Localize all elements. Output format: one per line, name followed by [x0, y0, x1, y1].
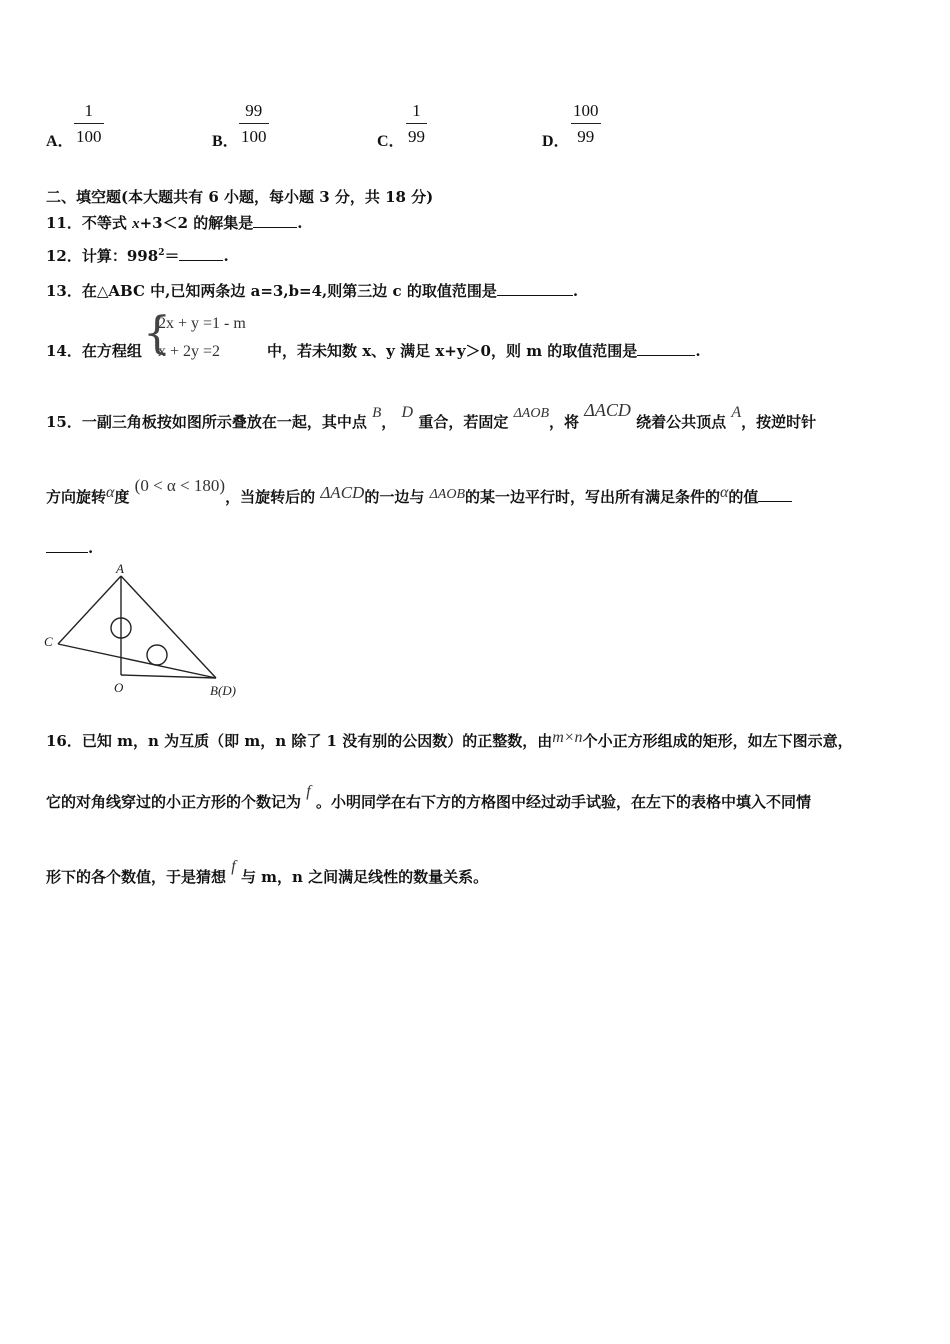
q15-triangle-acd: ΔACD	[584, 400, 631, 420]
option-b-numerator: 99	[245, 101, 263, 120]
q12-prefix: 12．计算：998	[46, 247, 159, 265]
q15-text-5: ，按逆时针	[741, 413, 817, 431]
q15-point-a: A	[731, 404, 742, 421]
q16-f-symbol-2: f	[231, 858, 236, 875]
q15-answer-blank-1[interactable]	[758, 487, 792, 502]
q12-end: .	[223, 247, 229, 265]
question-16-line-3	[46, 858, 489, 887]
q11-end: .	[297, 214, 303, 232]
question-16-line-1	[46, 730, 853, 751]
question-12	[46, 245, 229, 266]
q11-text: +3＜2 的解集是	[139, 214, 254, 232]
q11-variable: x	[132, 216, 140, 232]
option-c-numerator: 1	[412, 101, 421, 120]
q13-end: .	[572, 282, 579, 300]
q15-triangle-acd-2: ΔACD	[320, 483, 365, 502]
q16-text-4: 。小明同学在右下方的方格图中经过动手试验，在左下的表格中填入不同情	[315, 793, 811, 811]
q15-text-7: 度	[114, 488, 130, 506]
q14-system-brace: {	[143, 308, 171, 359]
q14-text: 中，若未知数 x、y 满足 x+y＞0，则 m 的取值范围是	[267, 342, 638, 360]
label-o: O	[114, 680, 124, 695]
option-a-denominator: 100	[76, 127, 102, 146]
option-b-fraction	[239, 101, 269, 147]
q14-answer-blank[interactable]	[637, 341, 695, 356]
q15-alpha: α	[106, 484, 115, 501]
edge-ab	[121, 576, 216, 678]
option-a-label: A．	[46, 133, 74, 150]
q15-triangle-aob: ΔAOB	[513, 406, 550, 421]
triangle-hole-2	[147, 645, 167, 665]
q15-answer-blank-2[interactable]	[46, 538, 88, 553]
q15-text-11: 的值	[728, 488, 759, 506]
q14-prefix: 14．在方程组	[46, 342, 142, 360]
q15-text-3: ，将	[549, 413, 580, 431]
q16-m-times-n: m×n	[552, 729, 583, 746]
q16-text-2: 个小正方形组成的矩形，如左下图示意，	[582, 732, 853, 750]
q15-text-9: 的一边与	[364, 488, 425, 506]
q16-f-symbol: f	[306, 783, 311, 800]
q15-text-6: 方向旋转	[46, 488, 107, 506]
option-b-denominator: 100	[241, 127, 267, 146]
question-15-line-2	[46, 476, 792, 507]
option-c-label: C．	[377, 133, 405, 150]
label-c: C	[44, 634, 53, 649]
question-13	[46, 280, 578, 301]
option-a-numerator: 1	[84, 101, 93, 120]
q15-alpha-2: α	[720, 484, 729, 501]
edge-ac	[58, 576, 121, 644]
label-bd: B(D)	[210, 683, 236, 698]
option-a-fraction	[74, 101, 104, 147]
q14-condition	[267, 340, 701, 361]
q15-comma: ，	[381, 413, 397, 431]
q12-exponent: 2	[158, 248, 165, 258]
q14-equation-2: x + 2y =2	[158, 343, 221, 360]
q16-text-3: 它的对角线穿过的小正方形的个数记为	[46, 793, 302, 811]
section-heading: 二、填空题(本大题共有 6 小题，每小题 3 分，共 18 分)	[46, 188, 434, 206]
q15-point-d: D	[401, 404, 414, 421]
option-d-fraction	[571, 101, 601, 147]
q14-equation-1: 2x + y =1 - m	[158, 315, 246, 332]
q15-text-2: 重合，若固定	[418, 413, 509, 431]
q15-point-b: B	[372, 405, 382, 421]
q16-text-5: 形下的各个数值，于是猜想	[46, 868, 227, 886]
q15-triangle-aob-2: ΔAOB	[429, 487, 465, 502]
q13-answer-blank[interactable]	[497, 281, 573, 296]
option-b-label: B．	[212, 133, 239, 150]
label-a: A	[116, 562, 124, 576]
q13-text: 13．在△ABC 中,已知两条边 a=3,b=4,则第三边 c 的取值范围是	[46, 282, 497, 300]
option-c-denominator: 99	[408, 127, 425, 146]
question-16-line-2	[46, 783, 811, 812]
q15-text-8: ，当旋转后的	[225, 488, 316, 506]
edge-cd	[58, 644, 216, 678]
question-11	[46, 212, 303, 233]
q14-end: .	[695, 342, 701, 360]
q15-text-1: 15．一副三角板按如图所示叠放在一起，其中点	[46, 413, 367, 431]
triangle-figure	[40, 562, 260, 706]
question-15-line-1	[46, 400, 817, 432]
q15-end: .	[88, 539, 94, 557]
q15-angle-range: (0 < α < 180)	[134, 476, 226, 495]
option-d-numerator: 100	[573, 101, 599, 120]
option-c-fraction	[406, 101, 427, 147]
option-d-denominator: 99	[577, 127, 595, 146]
q16-text-1: 16．已知 m，n 为互质（即 m，n 除了 1 没有别的公因数）的正整数，由	[46, 732, 553, 750]
q15-text-4: 绕着公共顶点	[636, 413, 727, 431]
q12-text: ＝	[164, 247, 180, 265]
q11-answer-blank[interactable]	[253, 213, 297, 228]
q15-text-10: 的某一边平行时，写出所有满足条件的	[465, 488, 721, 506]
q16-text-6: 与 m，n 之间满足线性的数量关系。	[240, 868, 489, 886]
option-d-label: D．	[542, 133, 570, 150]
q12-answer-blank[interactable]	[179, 246, 223, 261]
question-15-line-3	[46, 538, 93, 557]
q11-prefix: 11．不等式	[46, 214, 133, 232]
